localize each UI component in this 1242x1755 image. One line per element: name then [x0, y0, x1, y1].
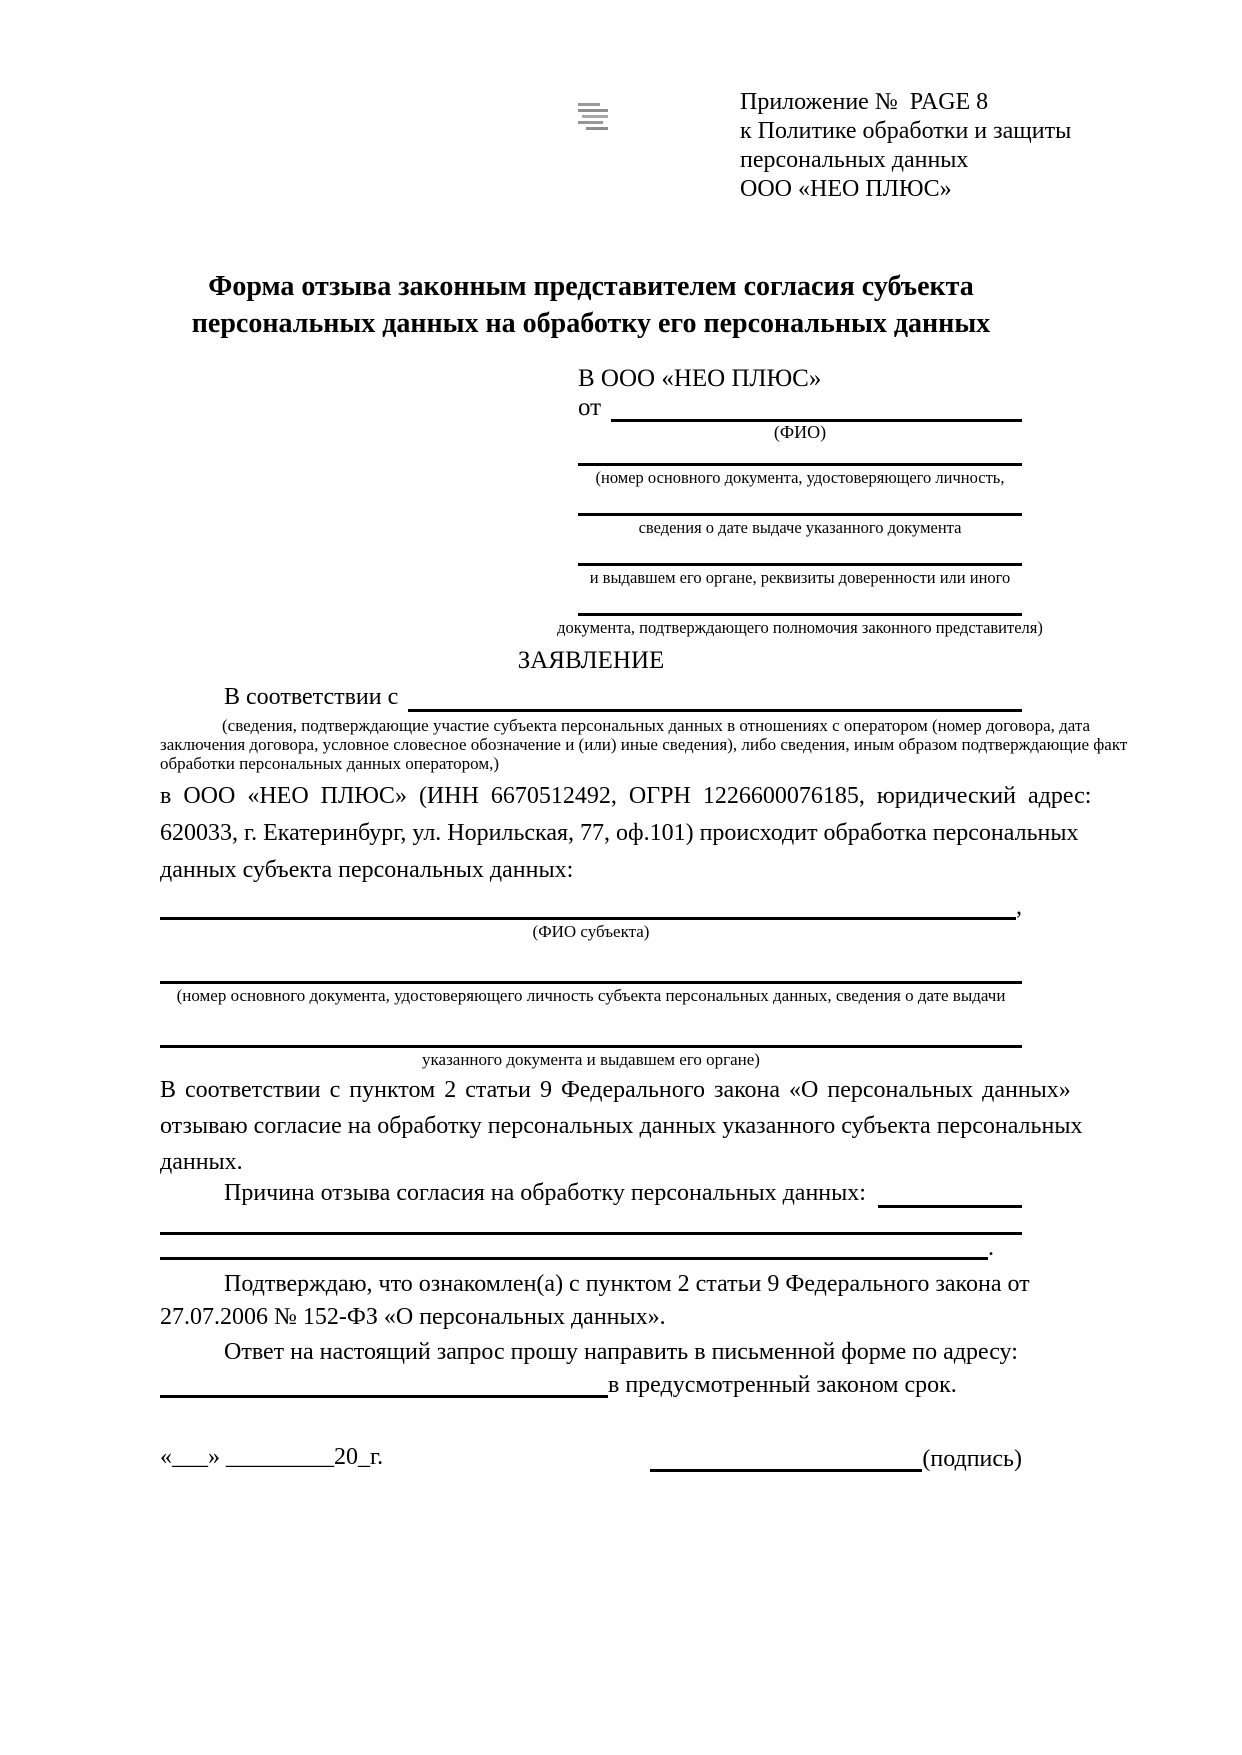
- note-line: заключения договора, условное словесное обозначение и (или) иные сведения), либо сведения, иным образом подтверждающие факт: [160, 735, 1128, 754]
- form-title-line: Форма отзыва законным представителем согласия субъекта: [208, 271, 974, 302]
- subject-fields-block: [160, 894, 1022, 1070]
- paragraph-line: отзываю согласие на обработку персональных данных указанного субъекта персональных: [160, 1113, 1083, 1139]
- reply-address-row: [160, 1372, 1022, 1398]
- subject-doc-caption: указанного документа и выдавшем его органе): [422, 1050, 760, 1069]
- doc-field-line: [578, 549, 1022, 566]
- form-title: [160, 268, 1022, 342]
- appendix-block: [740, 88, 1071, 204]
- confirm-paragraph: [160, 1268, 1030, 1334]
- from-input-line: [611, 395, 1022, 422]
- subject-fio-caption: (ФИО субъекта): [532, 922, 650, 941]
- accordance-input-line: [408, 684, 1022, 712]
- footer-row: [160, 1442, 1022, 1472]
- paragraph-line: 620033, г. Екатеринбург, ул. Норильская, 77, оф.101) происходит обработка персональных: [160, 820, 1079, 846]
- period-suffix: .: [988, 1235, 994, 1261]
- appendix-line: к Политике обработки и защиты: [740, 118, 1072, 144]
- doc-field-line: [578, 499, 1022, 516]
- paragraph-line: данных субъекта персональных данных:: [160, 857, 574, 883]
- doc-field-caption: (номер основного документа, удостоверяющего личность,: [595, 468, 1005, 487]
- note-line: (сведения, подтверждающие участие субъекта персональных данных в отношениях с оператором (номер договора, дата: [222, 716, 1091, 735]
- reason-blank-line-2-row: [160, 1236, 1022, 1260]
- subject-doc-line: [160, 959, 1022, 984]
- reason-blank-line-2: [160, 1233, 988, 1260]
- paragraph-line: в ООО «НЕО ПЛЮС» (ИНН 6670512492, ОГРН 1226600076185, юридический адрес:: [160, 783, 1092, 809]
- subject-fio-input-line: [160, 891, 1016, 920]
- doc-field-caption: документа, подтверждающего полномочия законного представителя): [557, 618, 1043, 637]
- signature-caption: (подпись): [922, 1446, 1022, 1472]
- date-blank: «___» _________20_г.: [160, 1444, 384, 1470]
- signature-line: [650, 1443, 922, 1472]
- from-row: [578, 393, 1022, 422]
- withdrawal-paragraph: [160, 1072, 1083, 1180]
- form-title-line: персональных данных на обработку его персональных данных: [191, 308, 991, 339]
- doc-field-line: [578, 599, 1022, 616]
- doc-field-line: [578, 449, 1022, 466]
- paragraph-line: Ответ на настоящий запрос прошу направить в письменной форме по адресу:: [224, 1339, 1018, 1365]
- comma-suffix: ,: [1016, 894, 1022, 920]
- accordance-row: [160, 682, 1022, 712]
- from-label: от: [578, 394, 602, 421]
- appendix-line: Приложение № PAGE 8: [740, 89, 989, 115]
- appendix-line: персональных данных: [740, 147, 969, 173]
- subject-doc-line: [160, 1023, 1022, 1048]
- recipient-block: [557, 364, 1043, 637]
- subject-doc-caption: (номер основного документа, удостоверяющего личность субъекта персональных данных, сведения о дате выдачи: [176, 986, 1006, 1005]
- paragraph-line: 27.07.2006 № 152-ФЗ «О персональных данных».: [160, 1304, 666, 1330]
- recipient-to: В ООО «НЕО ПЛЮС»: [578, 365, 822, 392]
- subject-fio-line-row: [160, 894, 1022, 920]
- reason-input-line: [878, 1180, 1022, 1208]
- appendix-line: ООО «НЕО ПЛЮС»: [740, 176, 952, 202]
- paragraph-line: Подтверждаю, что ознакомлен(а) с пунктом 2 статьи 9 Федерального закона от: [224, 1271, 1030, 1297]
- accordance-prefix: В соответствии с: [224, 684, 399, 710]
- reply-address-line: [160, 1369, 608, 1398]
- signature-group: [650, 1443, 1022, 1472]
- operator-paragraph: [160, 778, 1092, 889]
- reason-blank-line-1: [160, 1210, 1022, 1235]
- reply-paragraph: [160, 1336, 1022, 1369]
- doc-field-caption: и выдавшем его органе, реквизиты доверенности или иного: [589, 568, 1011, 587]
- doc-field-caption: сведения о дате выдаче указанного документа: [638, 518, 962, 537]
- statement-heading: ЗАЯВЛЕНИЕ: [517, 647, 665, 674]
- accordance-note: [160, 716, 1128, 773]
- fio-caption: (ФИО): [773, 422, 827, 442]
- reply-suffix: в предусмотренный законом срок.: [608, 1372, 957, 1398]
- paragraph-line: В соответствии с пунктом 2 статьи 9 Федерального закона «О персональных данных»: [160, 1077, 1071, 1103]
- reason-row: [160, 1178, 1022, 1208]
- note-line: обработки персональных данных оператором,): [160, 754, 500, 773]
- paragraph-line: данных.: [160, 1149, 243, 1175]
- field-code-artifact-icon: [576, 100, 610, 139]
- reason-prefix: Причина отзыва согласия на обработку персональных данных:: [224, 1180, 866, 1206]
